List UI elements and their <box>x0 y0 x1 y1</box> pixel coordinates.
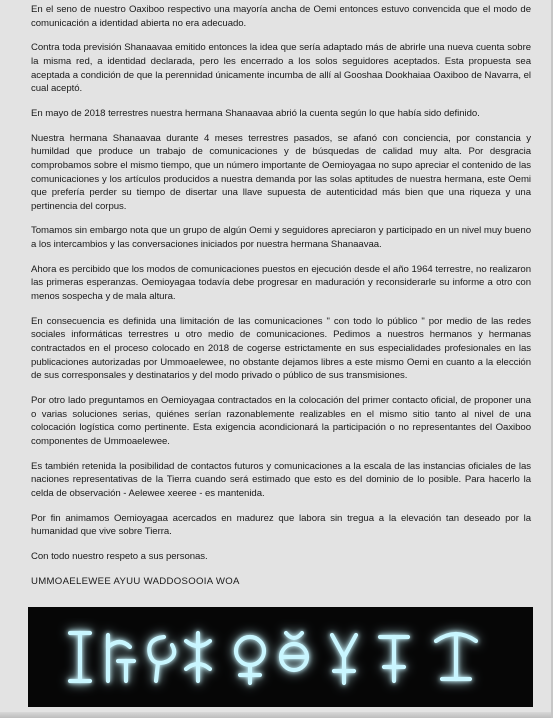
paragraph: Por otro lado preguntamos en Oemioyagaa contractados en la colocación del primer contacto oficial, de proponer una o varias soluciones serias, quiénes serían razonablemente realizables en el mismo sitio tanto al nivel de una colocación logística como pertinente. Esta exigencia acondicionará la participación o no representantes del Oaxiboo componentes de Ummoaelewee. <box>31 394 531 447</box>
paragraph: Contra toda previsión Shanaavaa emitido entonces la idea que sería adaptado más de abrirle una nueva cuenta sobre la misma red, a identidad declarada, pero les encerrado a los solos seguidores aceptados. Esta propuesta sea aceptada a condición de que la perennidad únicamente incumba de allí al Gooshaa Dookhaiaa Oaxiboo de Navarra, el cual aceptó. <box>31 42 531 95</box>
glyph-8-icon <box>380 637 408 681</box>
glyph-3-icon <box>149 637 174 681</box>
paragraph: En el seno de nuestro Oaxiboo respectivo una mayoría ancha de Oemi entonces estuvo convencida que el modo de comunicación a identidad abierta no era adecuado. <box>31 4 531 29</box>
paragraph: Con todo nuestro respeto a sus personas. <box>31 550 208 562</box>
glyph-7-icon <box>332 635 356 683</box>
paragraph: Ahora es percibido que los modos de comunicaciones puestos en ejecución desde el año 1964 terrestre, no realizaron las primeras esperanzas. Oemioyagaa todavía debe progresar en maduración y reconsiderarle su informe a otro con menos sospecha y de mala altura. <box>31 263 531 303</box>
glowing-ummite-glyphs-icon <box>46 617 516 697</box>
signature: UMMOAELEWEE AYUU WADDOSOOIA WOA <box>31 575 240 587</box>
paragraph: Tomamos sin embargo nota que un grupo de algún Oemi y seguidores apreciaron y participado en un nivel muy bueno a los intercambios y las conversaciones iniciados por nuestra hermana Shanaavaa. <box>31 225 531 251</box>
paragraph: Por fin animamos Oemioyagaa acercados en madurez que labora sin tregua a la elevación tan deseado por la humanidad que vive sobre Tierra. <box>31 512 531 538</box>
glyph-5-icon <box>236 637 264 683</box>
glyph-banner <box>28 607 533 707</box>
glyph-1-icon <box>70 633 90 681</box>
glyph-2-icon <box>108 635 134 681</box>
glyph-6-icon <box>281 633 307 670</box>
letter-body <box>31 3 531 599</box>
paragraph: En consecuencia es definida una limitación de las comunicaciones " con todo lo público " por medio de las redes sociales informáticas terrestres u otro medio de comunicaciones. Pedimos a nuestros hermanos y hermanas contractados en el proceso colocado en 2018 de cogerse estrictamente en sus especialidades profesionales en las publicaciones autorizadas por Ummoaelewee, no obstante dejamos libres a este mismo Oemi en cuanto a la elección de sus corresponsales y destinatarios y del modo privado o público de sus transmisiones. <box>31 315 531 382</box>
page-bottom-edge <box>0 712 553 718</box>
paragraph: Es también retenida la posibilidad de contactos futuros y comunicaciones a la escala de las instancias oficiales de las naciones representativas de la Tierra cuando será estimado que esto es del dominio de lo posible. Para hacerlo la celda de observación - Aelewee xeeree - es mantenida. <box>31 460 531 499</box>
paragraph: En mayo de 2018 terrestres nuestra hermana Shanaavaa abrió la cuenta según lo que había sido definido. <box>31 107 480 119</box>
glyph-9-icon <box>436 634 476 679</box>
glyph-4-icon <box>186 633 210 681</box>
paragraph: Nuestra hermana Shanaavaa durante 4 meses terrestres pasados, se afanó con conciencia, por constancia y humildad que produce un trabajo de comunicaciones y de búsquedas de calidad muy alta. Por desgracia comprobamos sobre el mismo tiempo, que un número importante de Oemioyagaa no supo apreciar el contenido de las comunicaciones y los artículos producidos a nuestra demanda por las solas aptitudes de nuestra hermana, este Oemi que prefería perder su tiempo de disertar una llave supuesta de autenticidad más bien que una riqueza y una pertinencia del corpus. <box>31 132 531 212</box>
